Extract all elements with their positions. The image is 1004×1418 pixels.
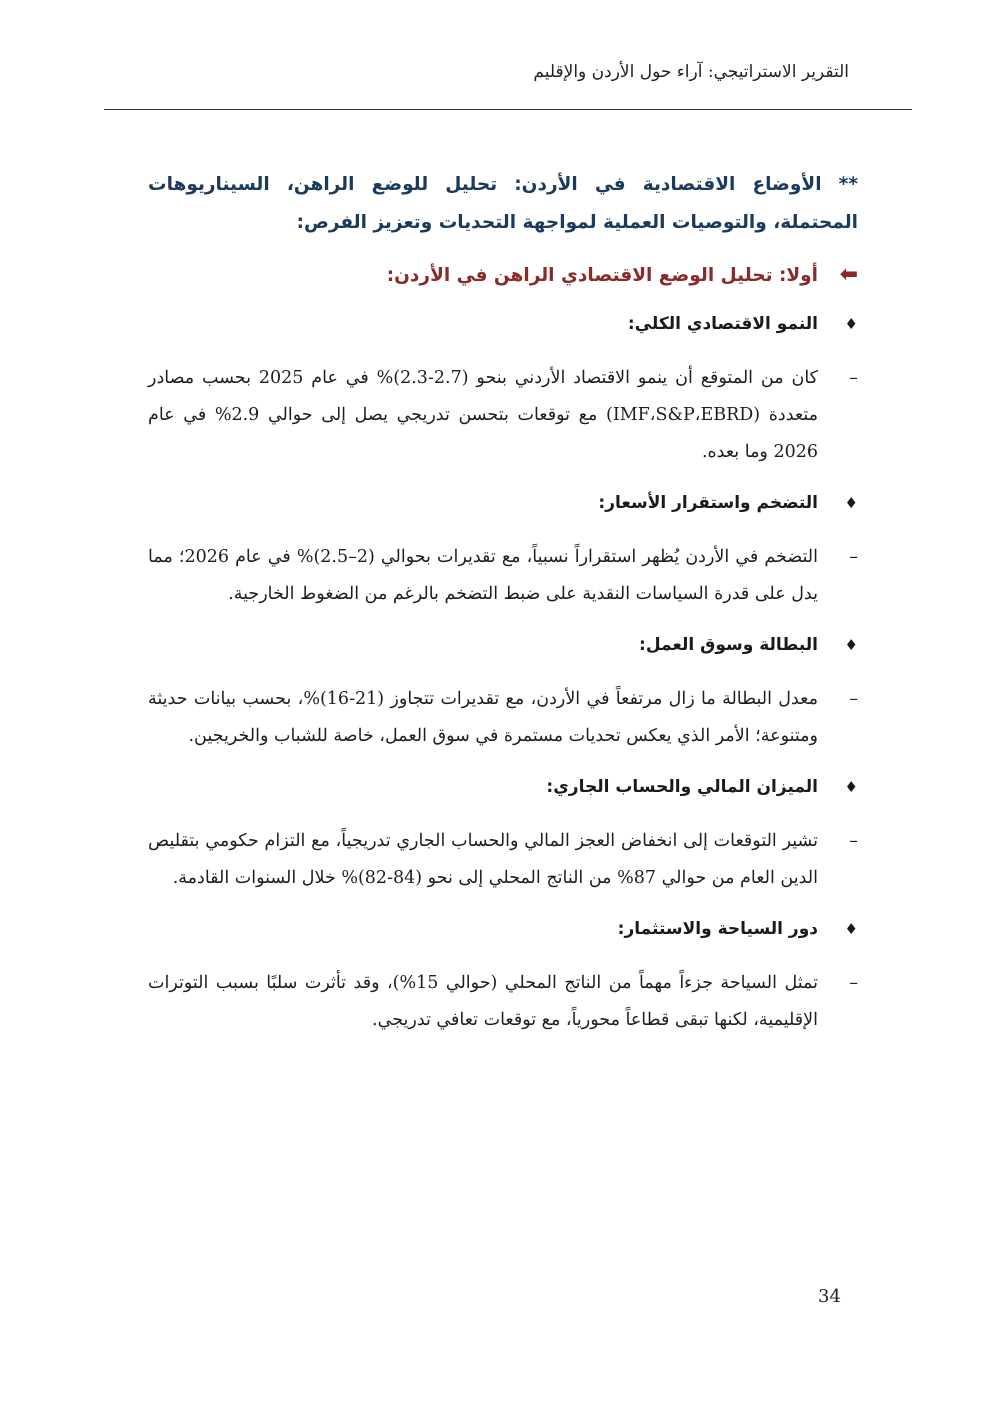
page-number: 34 xyxy=(818,1286,841,1307)
section-title: أولا: تحليل الوضع الاقتصادي الراهن في الأردن: xyxy=(386,264,818,286)
topic-heading-fiscal xyxy=(148,777,858,797)
paragraph-text: تشير التوقعات إلى انخفاض العجز المالي والحساب الجاري تدريجياً، مع التزام حكومي بتقليص الدين العام من حوالي 87% من الناتج المحلي إلى نحو (84-82)% خلال السنوات القادمة. xyxy=(148,831,818,888)
paragraph-text: تمثل السياحة جزءاً مهماً من الناتج المحلي (حوالي 15%)، وقد تأثرت سلبًا بسبب التوترات الإقليمية، لكنها تبقى قطاعاً محورياً، مع توقعات تعافي تدريجي. xyxy=(148,973,818,1030)
topic-paragraph-inflation xyxy=(148,539,858,613)
header-divider xyxy=(104,109,912,110)
topic-heading-label: النمو الاقتصادي الكلي: xyxy=(627,314,818,334)
paragraph-text: كان من المتوقع أن ينمو الاقتصاد الأردني بنحو (2.7-2.3)% في عام 2025 بحسب مصادر متعددة (IMF،S&P،EBRD) مع توقعات بتحسن تدريجي يصل إلى حوالي 2.9% في عام 2026 وما بعده. xyxy=(148,368,819,462)
topic-heading-inflation xyxy=(148,493,858,513)
running-header: التقرير الاستراتيجي: آراء حول الأردن والإقليم xyxy=(533,62,849,82)
dash-bullet-icon: – xyxy=(849,973,858,993)
paragraph-text: التضخم في الأردن يُظهر استقراراً نسبياً، مع تقديرات بحوالي (2–2.5)% في عام 2026؛ مما يدل على قدرة السياسات النقدية على ضبط التضخم بالرغم من الضغوط الخارجية. xyxy=(148,547,818,604)
topic-paragraph-unemployment xyxy=(148,681,858,755)
topic-paragraph-fiscal xyxy=(148,823,858,897)
topic-heading-growth xyxy=(148,314,858,334)
dash-bullet-icon: – xyxy=(849,831,858,851)
topic-paragraph-tourism xyxy=(148,965,858,1039)
topic-heading-label: دور السياحة والاستثمار: xyxy=(617,919,818,939)
topic-heading-label: التضخم واستقرار الأسعار: xyxy=(598,493,818,513)
arrow-left-icon: ⬅ xyxy=(839,262,858,287)
diamond-bullet-icon: ♦ xyxy=(844,778,858,796)
page-body xyxy=(148,166,858,1061)
dash-bullet-icon: – xyxy=(849,689,858,709)
dash-bullet-icon: – xyxy=(849,547,858,567)
diamond-bullet-icon: ♦ xyxy=(844,636,858,654)
topic-heading-unemployment xyxy=(148,635,858,655)
topic-heading-label: البطالة وسوق العمل: xyxy=(639,635,818,655)
topic-heading-label: الميزان المالي والحساب الجاري: xyxy=(546,777,818,797)
diamond-bullet-icon: ♦ xyxy=(844,494,858,512)
dash-bullet-icon: – xyxy=(849,368,858,388)
topic-paragraph-growth xyxy=(148,360,858,471)
diamond-bullet-icon: ♦ xyxy=(844,920,858,938)
section-heading xyxy=(148,264,858,286)
paragraph-text: معدل البطالة ما زال مرتفعاً في الأردن، مع تقديرات تتجاوز (21-16)%، بحسب بيانات حديثة ومتنوعة؛ الأمر الذي يعكس تحديات مستمرة في سوق العمل، خاصة للشباب والخريجين. xyxy=(148,689,818,746)
diamond-bullet-icon: ♦ xyxy=(844,315,858,333)
main-heading: ** الأوضاع الاقتصادية في الأردن: تحليل للوضع الراهن، السيناريوهات المحتملة، والتوصيات العملية لمواجهة التحديات وتعزيز الفرص: xyxy=(148,174,858,233)
topic-heading-tourism xyxy=(148,919,858,939)
